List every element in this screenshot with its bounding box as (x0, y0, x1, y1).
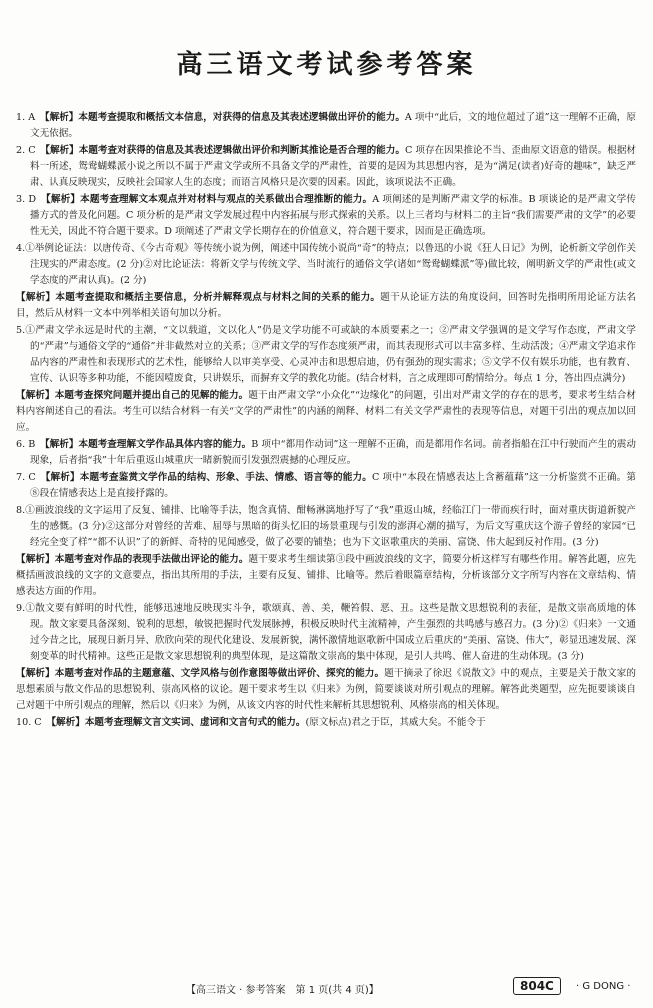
question-number: 4. (16, 243, 26, 254)
answer-item-9 (16, 601, 636, 665)
analysis-text: 题干要求考生细读第③段中画波浪线的文字，简要分析这样写有哪些作用。解答此题，应先概括画波浪线的文字的文意要点，指出其所用的手法，主要有反复、铺排、比喻等。然后着眼篇章结构，分析该部分文字所写内容在文章结构、情感表达方面的作用。 (16, 554, 637, 597)
analysis-heading: 【解析】本题考查鉴赏文学作品的结构、形象、手法、情感、语言等的能力。 (45, 472, 372, 483)
analysis-heading: 【解析】本题考查提取和概括文本信息，对获得的信息及其表述逻辑做出评价的能力。 (44, 112, 405, 123)
answer-item-7 (16, 470, 636, 502)
question-number: 6. B (16, 439, 36, 450)
question-number: 7. C (16, 472, 36, 483)
analysis-text: B 项中“都用作动词”这一理解不正确，而是都用作名词。前者指船在江中行驶而产生的震动现象，后者指“我”十年后重返山城重庆一睹新貌而引发强烈震撼的心理反应。 (30, 439, 636, 466)
analysis-8 (16, 552, 636, 600)
analysis-heading: 【解析】本题考查对获得的信息及其表述逻辑做出评价和判断其推论是否合理的能力。 (45, 145, 405, 156)
analysis-9 (16, 666, 636, 714)
page-title: 高三语文考试参考答案 (176, 50, 477, 80)
answer-item-4 (16, 241, 636, 289)
analysis-text: C 项存在因果推论不当、歪曲原文语意的错误。根据材料一所述，鸳鸯蝴蝶派小说之所以不属于严肃文学或所不具备文学的严肃性，首要的是因为其思想内容，是为“满足(读者)好奇的趣味”，缺乏严肃、认真反映现实，反映社会国家人生的态度；而语言风格只是次要的因素。因此，该项说法不正确。 (30, 145, 637, 188)
question-number: 1. A (16, 112, 36, 123)
paper-code-badge: 804C (513, 977, 561, 995)
analysis-text: 题干由严肃文学“小众化”“边缘化”的问题，引出对严肃文学的存在的思考，要求考生结合材料内容阐述自己的看法。考生可以结合材料一有关“文学的严肃性”的内涵的阐释、材料二有关文学严肃性的表现等信息，对题干引出的观点加以回应。 (16, 390, 637, 433)
answer-item-10 (16, 715, 636, 731)
analysis-text: A 项中“此后，文的地位超过了道”这一理解不正确，原文无依据。 (30, 112, 637, 139)
analysis-text: (原文标点)君之于臣，其威大矣。不能令于 (305, 717, 486, 728)
analysis-heading: 【解析】本题考查理解文本观点并对材料与观点的关系做出合理推断的能力。 (45, 194, 373, 205)
answer-list (16, 110, 636, 732)
answer-text: ①严肃文学永远是时代的主潮，“文以载道，文以化人”仍是文学功能不可或缺的本质要素之一；②严肃文学强调的是文学写作态度，严肃文学的“严肃”与通俗文学的“通俗”并非截然对立的关系；③严肃文学的写作态度须严肃，而其表现形式可以丰富多样、生动活泼；④严肃文学追求作品内容的严肃性和表现形式的艺术性，能够给人以审美享受、心灵冲击和思想启迪，仍有强劲的现实需求；⑤文学不仅有娱乐功能，也有教育、宣传、认识等多种功能，不能因噎废食，只讲娱乐，而摒弃文学的教化功能。(结合材料，言之成理即可酌情给分。每点 1 分，答出四点满分) (25, 325, 636, 384)
analysis-heading: 【解析】本题考查探究问题并提出自己的见解的能力。 (16, 390, 249, 401)
answer-text: ①举例论证法：以唐传奇、《今古奇观》等传统小说为例，阐述中国传统小说尚“奇”的特点；以鲁迅的小说《狂人日记》为例，论析新文学创作关注现实的严肃态度。(2 分)②对比论证法：将新文学与传统文学、当时流行的通俗文学(诸如“鸳鸯蝴蝶派”等)做比较，阐明新文学的严肃性(或文学态度的严肃认真)。(2 分) (25, 243, 636, 286)
answer-item-3 (16, 192, 636, 240)
publisher-mark: · G DONG · (576, 981, 631, 992)
answer-text: ①画波浪线的文字运用了反复、铺排、比喻等手法，饱含真情、酣畅淋漓地抒写了“我”重返山城，经临江门一带而疾行时，面对重庆街道新貌产生的感慨。(3 分)②这部分对曾经的苦难、屈辱与黑暗的街头忆旧的场景重现与引发的澎湃心潮的描写，为后文写重庆这个游子曾经的家园“已经完全变了样”“都不认识”了的新鲜、奇特的见闻感受，做了必要的铺垫；也为下文讴歌重庆的美丽、富饶、伟大起到反衬作用。(3 分) (25, 505, 636, 548)
question-number: 2. C (16, 145, 36, 156)
question-number: 10. C (16, 717, 42, 728)
analysis-heading: 【解析】本题考查对作品的主题意蕴、文学风格与创作意图等做出评价、探究的能力。 (16, 668, 385, 679)
analysis-heading: 【解析】本题考查提取和概括主要信息，分析并解释观点与材料之间的关系的能力。 (16, 292, 381, 303)
answer-item-5 (16, 323, 636, 387)
footer-page-info: 【高三语文 · 参考答案 第 1 页(共 4 页)】 (186, 985, 379, 996)
answer-item-8 (16, 503, 636, 551)
analysis-text: 题干摘录了徐迟《说散文》中的观点，主要是关于散文家的思想素质与散文作品的思想锐利、崇高风格的议论。题干要求考生以《归来》为例，简要谈谈对所引观点的理解。解答此类题型，应先扼要谈谈自己对题干中所引观点的理解，然后以《归来》为例，从该文内容的时代性来解析其思想锐利、风格崇高的相关体现。 (16, 668, 637, 711)
analysis-text: A 项阐述的是判断严肃文学的标准。B 项谈论的是严肃文学传播方式的普及化问题。C 项分析的是严肃文学发展过程中内容拓展与形式探索的关系。以上三者均与材料二的主旨“我们需要严肃的文学”的必要性无关，因此不符合题干要求。D 项阐述了严肃文学长期存在的价值意义，符合题干要求，因而是正确选项。 (30, 194, 637, 237)
analysis-text: 题干从论证方法的角度设问，回答时先指明所用论证方法名目，然后从材料一文本中列举相关语句加以分析。 (16, 292, 637, 319)
answer-item-1 (16, 110, 636, 142)
analysis-4 (16, 290, 636, 322)
analysis-heading: 【解析】本题考查理解文学作品具体内容的能力。 (44, 439, 252, 450)
question-number: 8. (16, 505, 26, 516)
page-footer (0, 976, 653, 998)
question-number: 9. (16, 603, 26, 614)
answer-item-2 (16, 143, 636, 191)
analysis-heading: 【解析】本题考查理解文言文实词、虚词和文言句式的能力。 (51, 717, 306, 728)
analysis-text: C 项中“本段在情感表达上含蓄蕴藉”这一分析鉴赏不正确。第⑧段在情感表达上是直接抒露的。 (30, 472, 637, 499)
answer-item-6 (16, 437, 636, 469)
analysis-5 (16, 388, 636, 436)
analysis-heading: 【解析】本题考查对作品的表现手法做出评论的能力。 (16, 554, 249, 565)
question-number: 3. D (16, 194, 37, 205)
question-number: 5. (16, 325, 26, 336)
answer-text: ①散文要有鲜明的时代性，能够迅速地反映现实斗争，歌颂真、善、美，鞭笞假、恶、丑。这些是散文思想锐利的表征，是散文崇高质地的体现。散文家要具备深刻、锐利的思想，敏锐把握时代发展脉搏，积极反映时代主流精神，产生强烈的共鸣感与感召力。(3 分)②《归来》一文通过今昔之比，展现日新月异、欣欣向荣的现代化建设、发展新貌，满怀激情地讴歌新中国成立后重庆的“美丽、富饶、伟大”，彰显迅速发展、深刻变革的时代精神。这些正是散文家思想锐利的典型体现，是这篇散文崇高的集中体现，是引人共鸣、催人奋进的生动体现。(3 分) (25, 603, 636, 662)
